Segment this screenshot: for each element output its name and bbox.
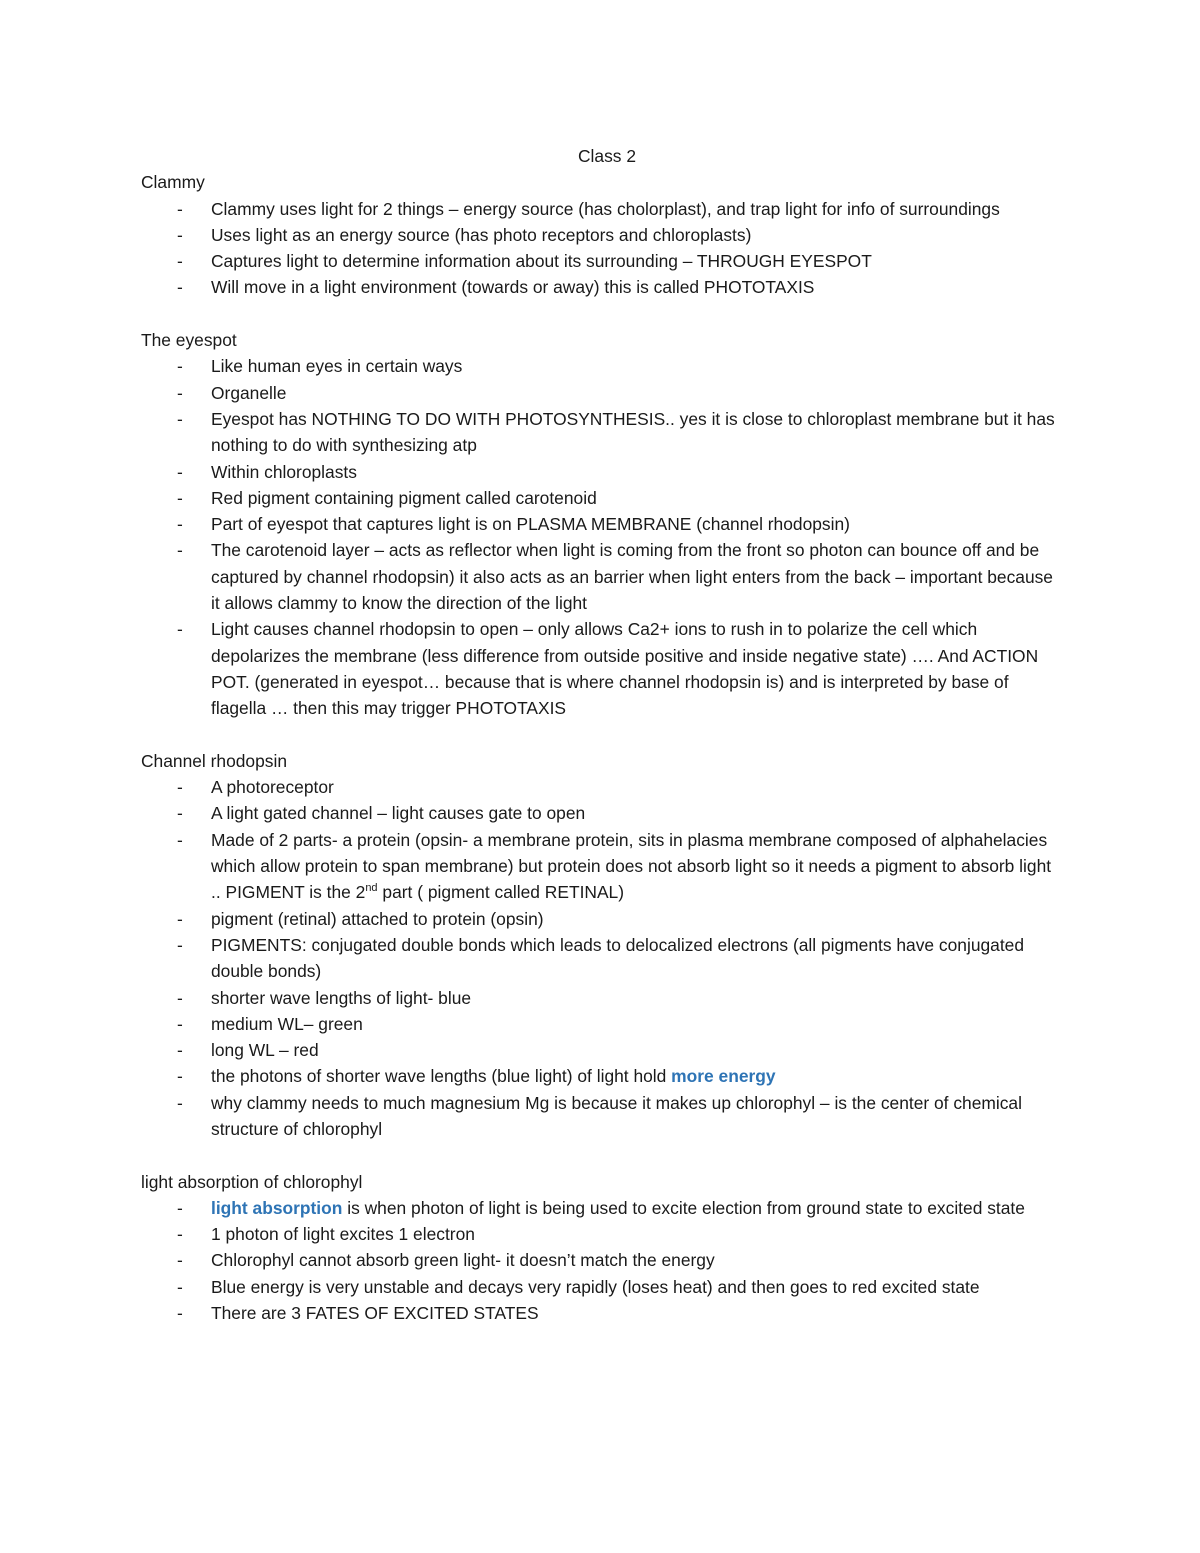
list-item: - PIGMENTS: conjugated double bonds which leads to delocalized electrons (all pigments have conjugated double bonds)	[141, 932, 1061, 985]
paragraph-gap	[141, 301, 1061, 327]
list-item-text: is when photon of light is being used to excite election from ground state to excited state	[342, 1197, 1025, 1218]
list-item: - Organelle	[141, 380, 1061, 406]
bullet-list-eyespot	[141, 353, 1061, 721]
list-item	[141, 1063, 1061, 1089]
paragraph-gap	[141, 722, 1061, 748]
list-item: - Like human eyes in certain ways	[141, 353, 1061, 379]
section-heading-light-absorption: light absorption of chlorophyl	[141, 1171, 363, 1192]
section-heading-channel-rhodopsin: Channel rhodopsin	[141, 750, 287, 771]
section-heading-clammy: Clammy	[141, 172, 205, 193]
list-item: - Uses light as an energy source (has photo receptors and chloroplasts)	[141, 222, 1061, 248]
page-title: Class 2	[578, 146, 636, 166]
list-item: - The carotenoid layer – acts as reflector when light is coming from the front so photon can bounce off and be captured by channel rhodopsin) it also acts as an barrier when light enters from the back – important because it allows clammy to know the direction of the light	[141, 537, 1061, 616]
highlighted-term: light absorption	[211, 1197, 343, 1218]
list-item: - Captures light to determine information about its surrounding – THROUGH EYESPOT	[141, 248, 1061, 274]
list-item: - long WL – red	[141, 1037, 1061, 1063]
highlighted-term: more energy	[671, 1066, 776, 1087]
list-item: - Chlorophyl cannot absorb green light- it doesn’t match the energy	[141, 1247, 1061, 1273]
list-item: - A photoreceptor	[141, 774, 1061, 800]
list-item: - shorter wave lengths of light- blue	[141, 985, 1061, 1011]
list-item: - Part of eyespot that captures light is on PLASMA MEMBRANE (channel rhodopsin)	[141, 511, 1061, 537]
bullet-list-channel-rhodopsin	[141, 774, 1061, 1142]
list-item: - Eyespot has NOTHING TO DO WITH PHOTOSYNTHESIS.. yes it is close to chloroplast membrane but it has nothing to do with synthesizing atp	[141, 406, 1061, 459]
list-item: - why clammy needs to much magnesium Mg is because it makes up chlorophyl – is the center of chemical structure of chlorophyl	[141, 1090, 1061, 1143]
list-item: - Within chloroplasts	[141, 459, 1061, 485]
list-item	[141, 827, 1061, 906]
list-item-text: the photons of shorter wave lengths (blue light) of light hold	[211, 1066, 672, 1087]
list-item: - Light causes channel rhodopsin to open – only allows Ca2+ ions to rush in to polarize the cell which depolarizes the membrane (less difference from outside positive and inside negative state) …. And ACTION POT. (generated in eyespot… because that is where channel rhodopsin is) and is interpreted by base of flagella … then this may trigger PHOTOTAXIS	[141, 616, 1061, 721]
ordinal-superscript: nd	[365, 882, 378, 895]
list-item: - 1 photon of light excites 1 electron	[141, 1221, 1061, 1247]
list-item: - A light gated channel – light causes gate to open	[141, 800, 1061, 826]
list-item: - Red pigment containing pigment called carotenoid	[141, 485, 1061, 511]
list-item: - Will move in a light environment (towards or away) this is called PHOTOTAXIS	[141, 274, 1061, 300]
list-item: - Clammy uses light for 2 things – energy source (has cholorplast), and trap light for info of surroundings	[141, 196, 1061, 222]
paragraph-gap	[141, 1142, 1061, 1168]
list-item	[141, 1195, 1061, 1221]
document-body	[141, 143, 1061, 1326]
list-item-text: part ( pigment called RETINAL)	[377, 882, 625, 903]
list-item: - Blue energy is very unstable and decays very rapidly (loses heat) and then goes to red excited state	[141, 1274, 1061, 1300]
list-item: - medium WL– green	[141, 1011, 1061, 1037]
list-item: - There are 3 FATES OF EXCITED STATES	[141, 1300, 1061, 1326]
list-item: - pigment (retinal) attached to protein (opsin)	[141, 906, 1061, 932]
section-heading-eyespot: The eyespot	[141, 330, 237, 351]
list-item-text: Made of 2 parts- a protein (opsin- a membrane protein, sits in plasma membrane composed of alphahelacies which allow protein to span membrane) but protein does not absorb light so it needs a pigment to absorb light .. PIGMENT is the 2	[211, 829, 1052, 903]
bullet-list-clammy	[141, 196, 1061, 301]
bullet-list-light-absorption	[141, 1195, 1061, 1326]
